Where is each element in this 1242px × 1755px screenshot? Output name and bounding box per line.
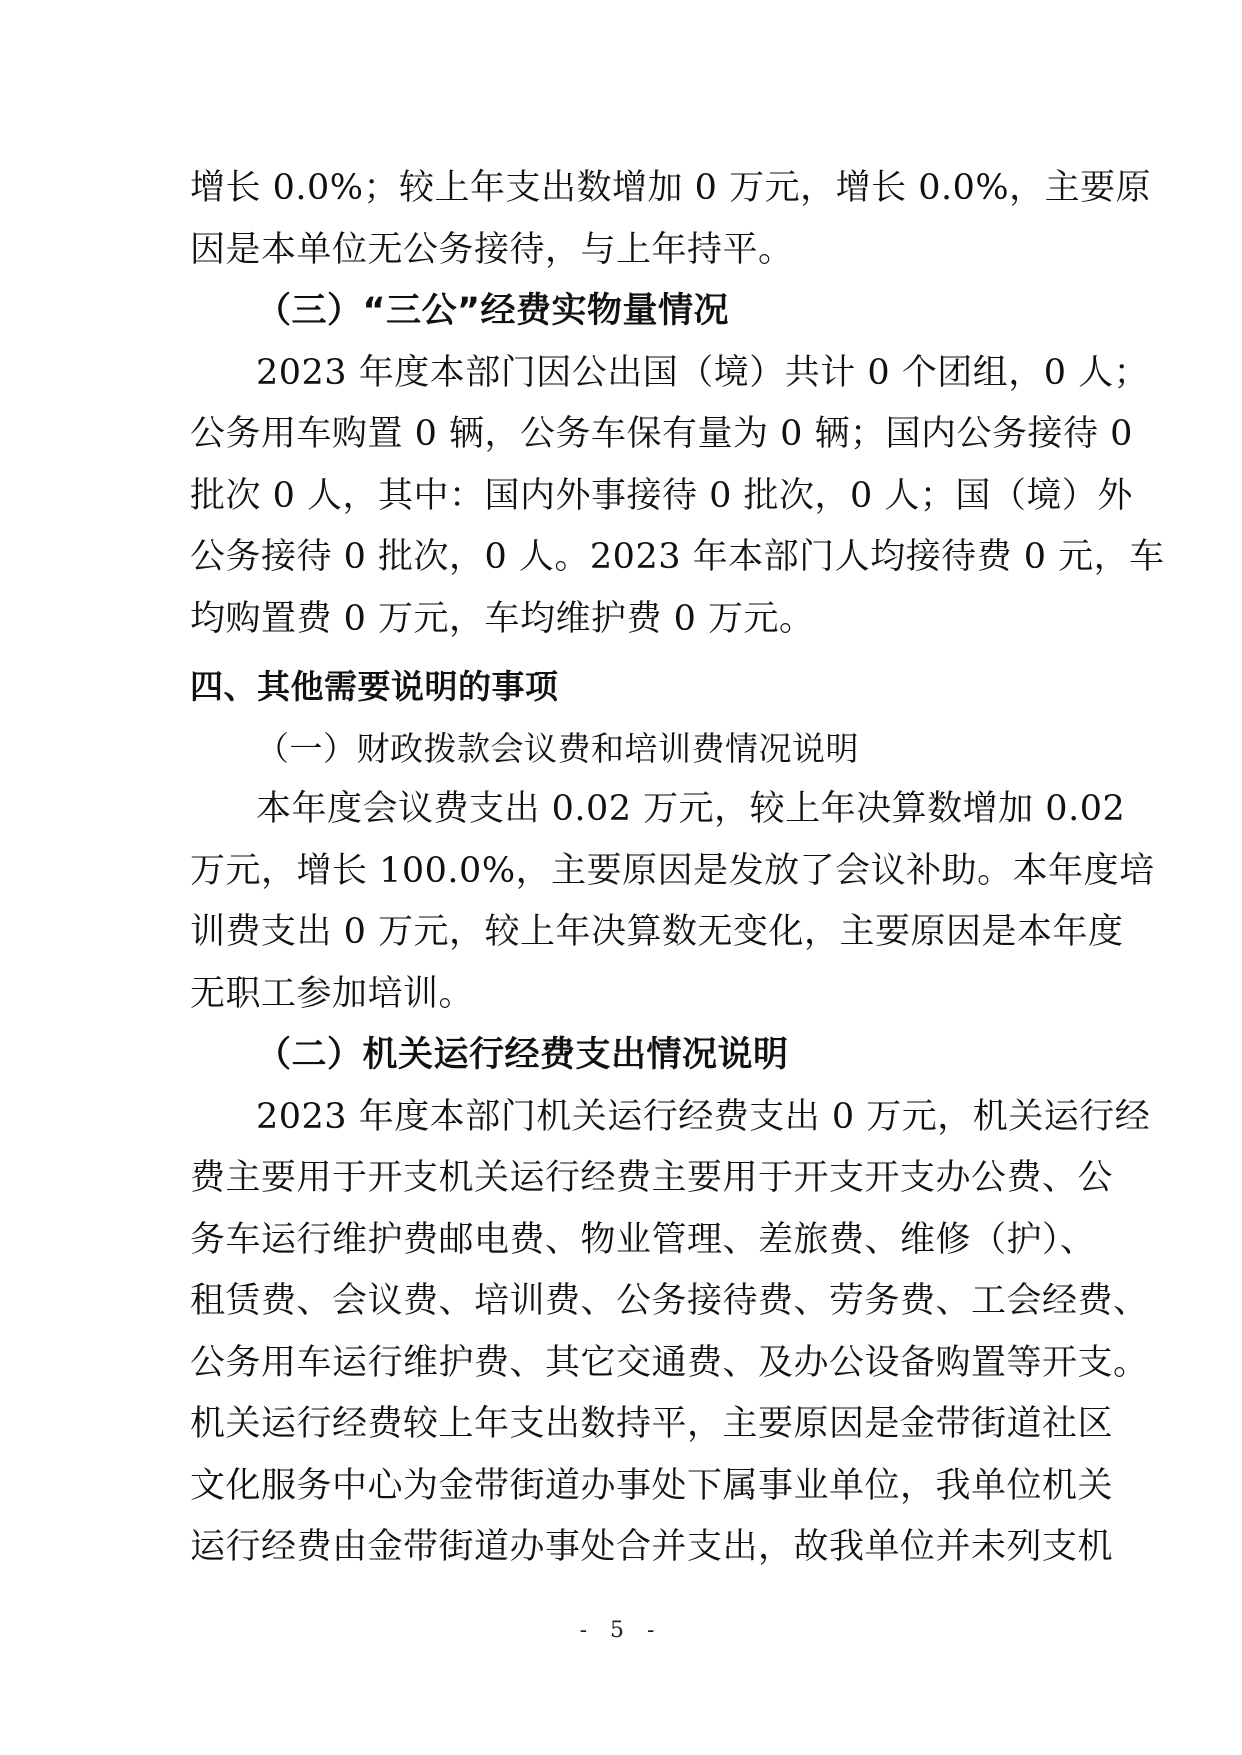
paragraph-line: 2023 年度本部门机关运行经费支出 0 万元，机关运行经 (256, 1096, 1151, 1137)
paragraph-line: 公务用车运行维护费、其它交通费、及办公设备购置等开支。 (190, 1342, 1149, 1383)
paragraph-line: 2023 年度本部门因公出国（境）共计 0 个团组，0 人； (256, 352, 1150, 393)
paragraph-line: 机关运行经费较上年支出数持平，主要原因是金带街道社区 (190, 1404, 1114, 1444)
paragraph-line: 费主要用于开支机关运行经费主要用于开支开支办公费、公 (190, 1158, 1114, 1198)
paragraph-line: 增长 0.0%；较上年支出数增加 0 万元，增长 0.0%，主要原 (190, 168, 1152, 208)
paragraph-line: 均购置费 0 万元，车均维护费 0 万元。 (190, 598, 815, 639)
section-heading-4: 四、其他需要说明的事项 (190, 667, 559, 706)
subsection-heading-2: （二）机关运行经费支出情况说明 (256, 1035, 789, 1075)
page-number: - 5 - (579, 1618, 663, 1643)
section-heading-3: （三）“三公”经费实物量情况 (256, 291, 730, 331)
paragraph-line: 文化服务中心为金带街道办事处下属事业单位，我单位机关 (190, 1465, 1114, 1506)
paragraph-line: 公务接待 0 批次，0 人。2023 年本部门人均接待费 0 元，车 (190, 537, 1165, 577)
paragraph-line: 批次 0 人，其中：国内外事接待 0 批次，0 人；国（境）外 (190, 475, 1133, 516)
document-body (190, 158, 1165, 1579)
paragraph-line: 万元，增长 100.0%，主要原因是发放了会议补助。本年度培 (190, 850, 1155, 891)
paragraph-line: 务车运行维护费邮电费、物业管理、差旅费、维修（护）、 (190, 1219, 1096, 1260)
paragraph-line: 无职工参加培训。 (190, 973, 475, 1014)
paragraph-line: 运行经费由金带街道办事处合并支出，故我单位并未列支机 (190, 1527, 1114, 1567)
paragraph-line: 训费支出 0 万元，较上年决算数无变化，主要原因是本年度 (190, 912, 1124, 952)
paragraph-line: 公务用车购置 0 辆，公务车保有量为 0 辆；国内公务接待 0 (190, 414, 1133, 454)
paragraph-line: 因是本单位无公务接待，与上年持平。 (190, 229, 794, 270)
paragraph-line: 租赁费、会议费、培训费、公务接待费、劳务费、工会经费、 (190, 1281, 1149, 1321)
paragraph-line: 本年度会议费支出 0.02 万元，较上年决算数增加 0.02 (256, 789, 1126, 829)
subsection-heading-1: （一）财政拨款会议费和培训费情况说明 (256, 728, 859, 768)
